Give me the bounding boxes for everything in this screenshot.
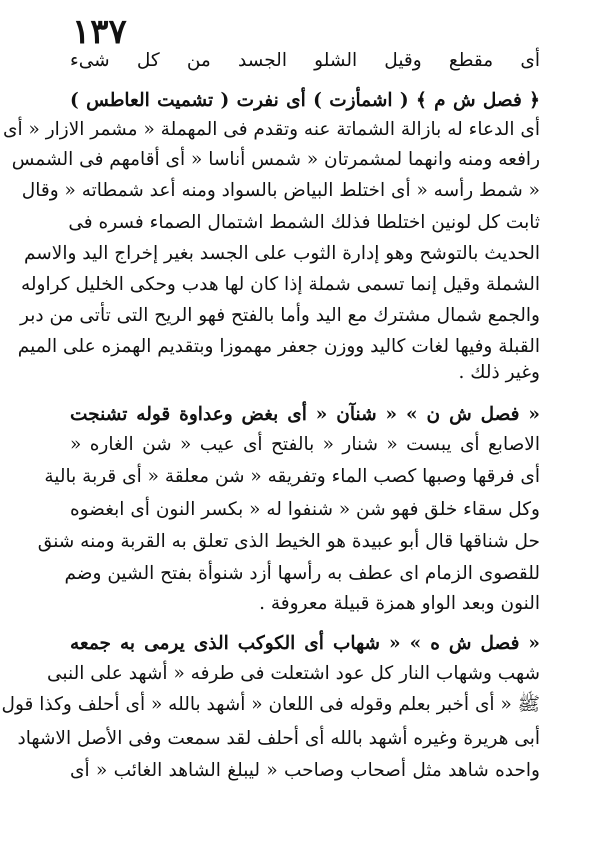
text-line: والجمع شمال مشترك مع اليد وأما بالفتح فهو الريح التى تأتى من دبر xyxy=(20,305,540,326)
text-line: وغير ذلك . xyxy=(458,362,540,383)
text-line: حل شناقها قال أبو عبيدة هو الخيط الذى تعلق به القربة ومنه شنق xyxy=(37,531,540,552)
text-line: للقصوى الزمام اى عطف به رأسها أزد شنوأة بفتح الشين وضم xyxy=(64,563,540,584)
text-line: القبلة وفيها لغات كاليد ووزن جعفر مهموزا وبتقديم الهمزه على الميم xyxy=(17,336,540,357)
text-line: أى الدعاء له بازالة الشماتة عنه وتقدم فى المهملة « مشمر الازار « أى xyxy=(3,119,540,140)
text-line: الحديث بالتوشح وهو إدارة الثوب على الجسد بغير إخراج اليد والاسم xyxy=(23,243,540,264)
text-line: واحده شاهد مثل أصحاب وصاحب « ليبلغ الشاهد الغائب « أى xyxy=(70,760,540,781)
text-line: الاصابع أى يبست « شنار « بالفتح أى عيب « شن الغاره « xyxy=(70,434,540,455)
text-line: شهب وشهاب النار كل عود اشتعلت فى طرفه « أشهد على النبى xyxy=(46,663,540,684)
section-heading-line: ﴿ فصل ش م ﴾ ( اشمأزت ) أى نفرت ( تشميت العاطس ) xyxy=(70,90,540,111)
page-number: ١٣٧ xyxy=(72,12,127,52)
text-line: ﷺ « أى أخبر بعلم وقوله فى اللعان « أشهد بالله « أى أحلف وكذا قول xyxy=(1,694,540,715)
text-line: « شمط رأسه « أى اختلط البياض بالسواد ومنه أعد شمطاته « وقال xyxy=(21,180,540,201)
text-line: ثابت كل لونين اختلطا فذلك الشمط اشتمال الصماء فسره فى xyxy=(68,212,540,233)
text-line: أى مقطع وقيل الشلو الجسد من كل شىء xyxy=(70,50,540,71)
section-heading-line: « فصل ش ه » « شهاب أى الكوكب الذى يرمى به جمعه xyxy=(70,633,540,654)
text-line: أى فرقها وصبها كصب الماء وتفريقه « شن معلقة « أى قربة بالية xyxy=(44,466,540,487)
text-line: وكل سقاء خلق فهو شن « شنفوا له « بكسر النون أى ابغضوه xyxy=(69,499,540,520)
text-line: رافعه ومنه وانهما لمشمرتان « شمس أناسا « أى أقامهم فى الشمس xyxy=(11,149,540,170)
section-heading-line: « فصل ش ن » « شنآن « أى بغض وعداوة قوله تشنجت xyxy=(70,404,540,425)
text-line: أبى هريرة وغيره أشهد بالله أى أحلف لقد سمعت وفى الأصل الاشهاد xyxy=(17,728,540,749)
text-line: الشملة وقيل إنما تسمى شملة إذا كان لها هدب وحكى الخليل كراوله xyxy=(20,274,540,295)
text-line: النون وبعد الواو همزة قبيلة معروفة . xyxy=(259,593,540,614)
